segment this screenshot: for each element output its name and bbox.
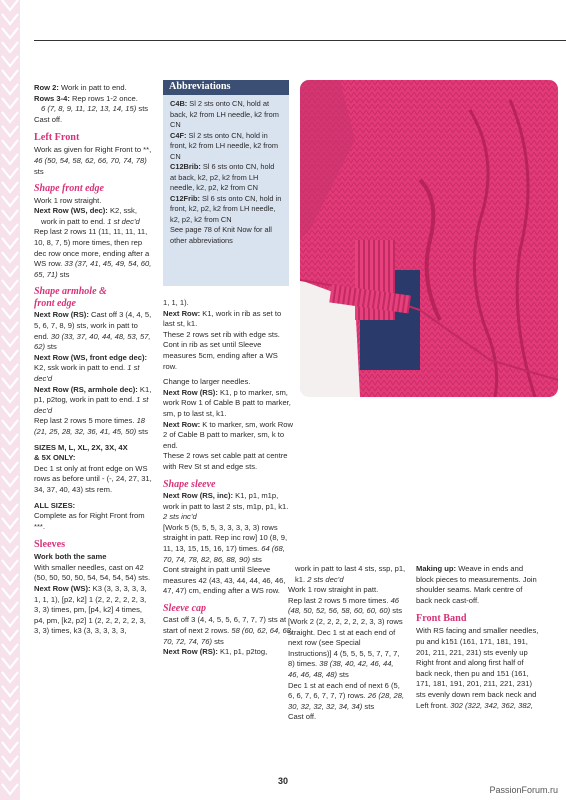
shape-sleeve-heading: Shape sleeve bbox=[163, 478, 216, 490]
column-4: Making up: Weave in ends and block pieces to measurements. Join shoulder seams. Mark centre of back neck cast-off. Front Band With RS facing and smaller needles, pu and k151 (161, 171, 181, 191, 201, 211, 221, 231) sts evenly up Right front and along first half of back neck, then pu and 151 (161, 171, 181, 191, 201, 211, 221, 231) sts evenly down rem back neck and Left front. 302 (322, 342, 362, 382, bbox=[416, 564, 539, 710]
top-rule bbox=[34, 40, 566, 41]
column-2: 1, 1, 1). Next Row: K1, work in rib as set to last st, k1. These 2 rows set rib with edge sts. Cont in rib as set until Sleeve measures 5cm, ending after a WS row. Change to larger needles. Next Row (RS): K1, p to marker, sm, work Row 1 of Cable B patt to marker, sm, p to last st, k1. Next Row: K to marker, sm, work Row 2 of Cable B patt to marker, sm, k to end. These 2 rows set cable patt at centre with Rev St st and edge sts. Shape sleeve Next Row (RS, inc): K1, p1, m1p, work in patt to last 2 sts, m1p, p1, k1. 2 sts inc’d [Work 5 (5, 5, 5, 3, 3, 3, 3, 3) rows straight in patt. Rep inc row] 10 (8, 9, 11, 13, 15, 15, 16, 17) times. 64 (68, 70, 74, 78, 82, 86, 88, 90) sts Cont straight in patt until Sleeve measures 42 (43, 43, 44, 44, 46, 46, 47, 47) cm, ending after a WS row. Sleeve cap Cast off 3 (4, 4, 5, 5, 6, 7, 7, 7) sts at start of next 2 rows. 58 (60, 62, 64, 68, 70, 72, 74, 76) sts Next Row (RS): K1, p1, p2tog, bbox=[163, 298, 294, 657]
braid-decoration bbox=[0, 0, 20, 800]
column-3: work in patt to last 4 sts, ssp, p1, k1. 2 sts dec’d Work 1 row straight in patt. Rep last 2 rows 5 more times. 46 (48, 50, 52, 56, 58, 60, 60, 60) sts [Work 2 (2, 2, 2, 2, 2, 2, 3, 3) rows straight. Dec 1 st at each end of next row (see Special Instructions)] 4 (5, 5, 5, 5, 7, 7, 7, 8) times. 38 (38, 40, 42, 46, 44, 46, 46, 48, 48) sts Dec 1 st at each end of next 6 (5, 6, 6, 7, 6, 7, 7, 7) rows. 26 (28, 28, 30, 32, 32, 32, 34, 34) sts Cast off. bbox=[288, 564, 406, 722]
sleeves-heading: Sleeves bbox=[34, 539, 66, 551]
abbr-note: See page 78 of Knit Now for all other abbreviations bbox=[170, 225, 272, 245]
watermark: PassionForum.ru bbox=[489, 785, 558, 795]
left-front-heading: Left Front bbox=[34, 132, 80, 144]
abbreviations-box bbox=[163, 80, 289, 286]
abbr-item: C4B: Sl 2 sts onto CN, hold at back, k2 from LH needle, k2 from CN bbox=[170, 99, 279, 129]
castoff-text: Cast off. bbox=[34, 114, 63, 124]
row2-label: Row 2: bbox=[34, 83, 59, 92]
cardigan-photo bbox=[300, 80, 558, 397]
column-1: Row 2: Work in patt to end. Rows 3-4: Rep rows 1-2 once. 6 (7, 8, 9, 11, 12, 13, 14, 15) sts Cast off. Left Front Work as given for Right Front to **, 46 (50, 54, 58, 62, 66, 70, 74, 78) sts Shape front edge Work 1 row straight. Next Row (WS, dec): K2, ssk, work in patt to end. 1 st dec’d Rep last 2 rows 11 (11, 11, 11, 11, 10, 8, 7, 5) more times, then rep dec row once more, ending after a WS row. 33 (37, 41, 45, 49, 54, 60, 65, 71) sts Shape armhole & front edge Next Row (RS): Cast off 3 (4, 4, 5, 5, 6, 7, 8, 9) sts, work in patt to end. 30 (33, 37, 40, 44, 48, 53, 57, 62) sts Next Row (WS, front edge dec): K2, ssk work in patt to end. 1 st dec’d Next Row (RS, armhole dec): K1, p1, p2tog, work in patt to end. 1 st dec’d Rep last 2 rows 5 more times. 18 (21, 25, 28, 32, 36, 41, 45, 50) sts SIZES M, L, XL, 2X, 3X, 4X & 5X ONLY: Dec 1 st only at front edge on WS rows as before until - (-, 24, 27, 31, 34, 37, 40, 43) sts rem. ALL SIZES: Complete as for Right Front from ***. Sleeves Work both the same With smaller needles, cast on 42 (50, 50, 50, 50, 54, 54, 54, 54) sts. Next Row (WS): K3 (3, 3, 3, 3, 3, 1, 1, 1), [p2, k2] 1 (2, 2, 2, 2, 2, 3, 3, 3) times, pm, [p4, k2] 4 times, p4, pm, [k2, p2] 1 (2, 2, 2, 2, 2, 3, 3, 3) times, k3 (3, 3, 3, 3, 3, bbox=[34, 83, 152, 636]
sizes-heading: SIZES M, L, XL, 2X, 3X, 4X & 5X ONLY: bbox=[34, 442, 128, 463]
shape-front-edge-heading: Shape front edge bbox=[34, 183, 104, 195]
abbr-item: C12Brib: Sl 6 sts onto CN, hold at back, k2, p2, k2 from LH needle, k2, p2, k2 from CN bbox=[170, 162, 275, 192]
front-band-heading: Front Band bbox=[416, 613, 467, 625]
sleeve-cap-heading: Sleeve cap bbox=[163, 602, 207, 614]
all-sizes-heading: ALL SIZES: bbox=[34, 500, 76, 510]
abbreviations-title: Abbreviations bbox=[163, 80, 289, 95]
abbr-item: C12Frib: Sl 6 sts onto CN, hold in front, k2, p2, k2 from LH needle, k2, p2, k2 from CN bbox=[170, 193, 282, 224]
page-number: 30 bbox=[277, 776, 288, 786]
abbr-item: C4F: Sl 2 sts onto CN, hold in front, k2 from LH needle, k2 from CN bbox=[170, 130, 279, 161]
shape-armhole-heading: Shape armhole & front edge bbox=[34, 286, 107, 309]
